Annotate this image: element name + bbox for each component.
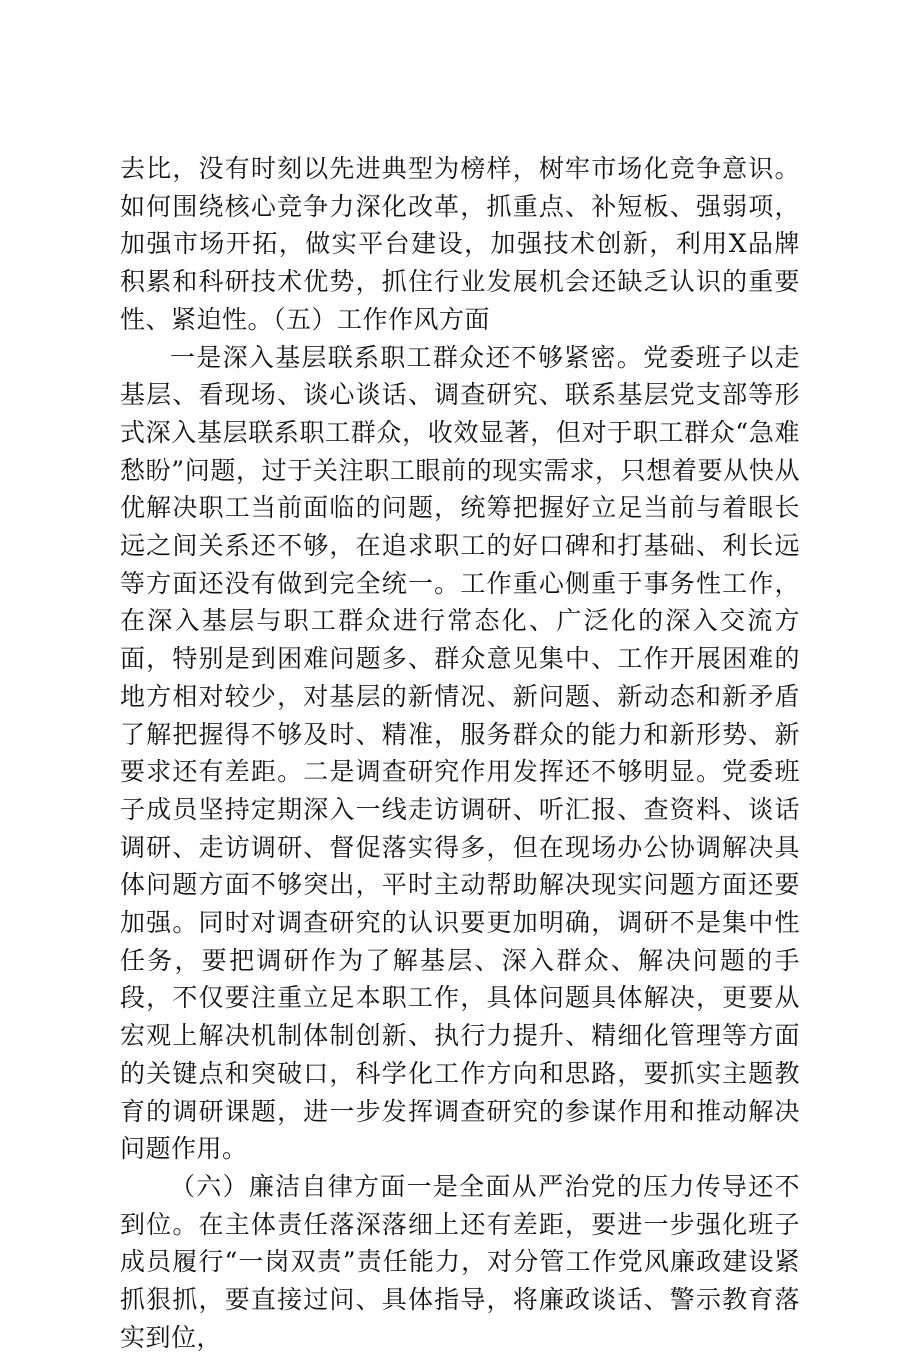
paragraph-integrity: （六）廉洁自律方面一是全面从严治党的压力传导还不到位。在主体责任落深落细上还有差距，要进一步强化班子成员履行“一岗双责”责任能力，对分管工作党风廉政建设紧抓狠抓，要直接过问、具体指导，将廉政谈话、警示教育落实到位， [120, 1171, 800, 1352]
paragraph-continuation: 去比，没有时刻以先进典型为榜样，树牢市场化竞争意识。如何围绕核心竞争力深化改革，抓重点、补短板、强弱项，加强市场开拓，做实平台建设，加强技术创新，利用X品牌积累和科研技术优势，抓住行业发展机会还缺乏认识的重要性、紧迫性。（五）工作作风方面 [120, 154, 800, 334]
document-body [120, 150, 800, 1357]
paragraph-work-style: 一是深入基层联系职工群众还不够紧密。党委班子以走基层、看现场、谈心谈话、调查研究、联系基层党支部等形式深入基层联系职工群众，收效显著，但对于职工群众“急难愁盼”问题，过于关注职工眼前的现实需求，只想着要从快从优解决职工当前面临的问题，统筹把握好立足当前与着眼长远之间关系还不够，在追求职工的好口碑和打基础、利长远等方面还没有做到完全统一。工作重心侧重于事务性工作，在深入基层与职工群众进行常态化、广泛化的深入交流方面，特别是到困难问题多、群众意见集中、工作开展困难的地方相对较少，对基层的新情况、新问题、新动态和新矛盾了解把握得不够及时、精准，服务群众的能力和新形势、新要求还有差距。二是调查研究作用发挥还不够明显。党委班子成员坚持定期深入一线走访调研、听汇报、查资料、谈话调研、走访调研、督促落实得多，但在现场办公协调解决具体问题方面不够突出，平时主动帮助解决现实问题方面还要加强。同时对调查研究的认识要更加明确，调研不是集中性任务，要把调研作为了解基层、深入群众、解决问题的手段，不仅要注重立足本职工作，具体问题具体解决，更要从宏观上解决机制体制创新、执行力提升、精细化管理等方面的关键点和突破口，科学化工作方向和思路，要抓实主题教育的调研课题，进一步发挥调查研究的参谋作用和推动解决问题作用。 [120, 342, 800, 1164]
